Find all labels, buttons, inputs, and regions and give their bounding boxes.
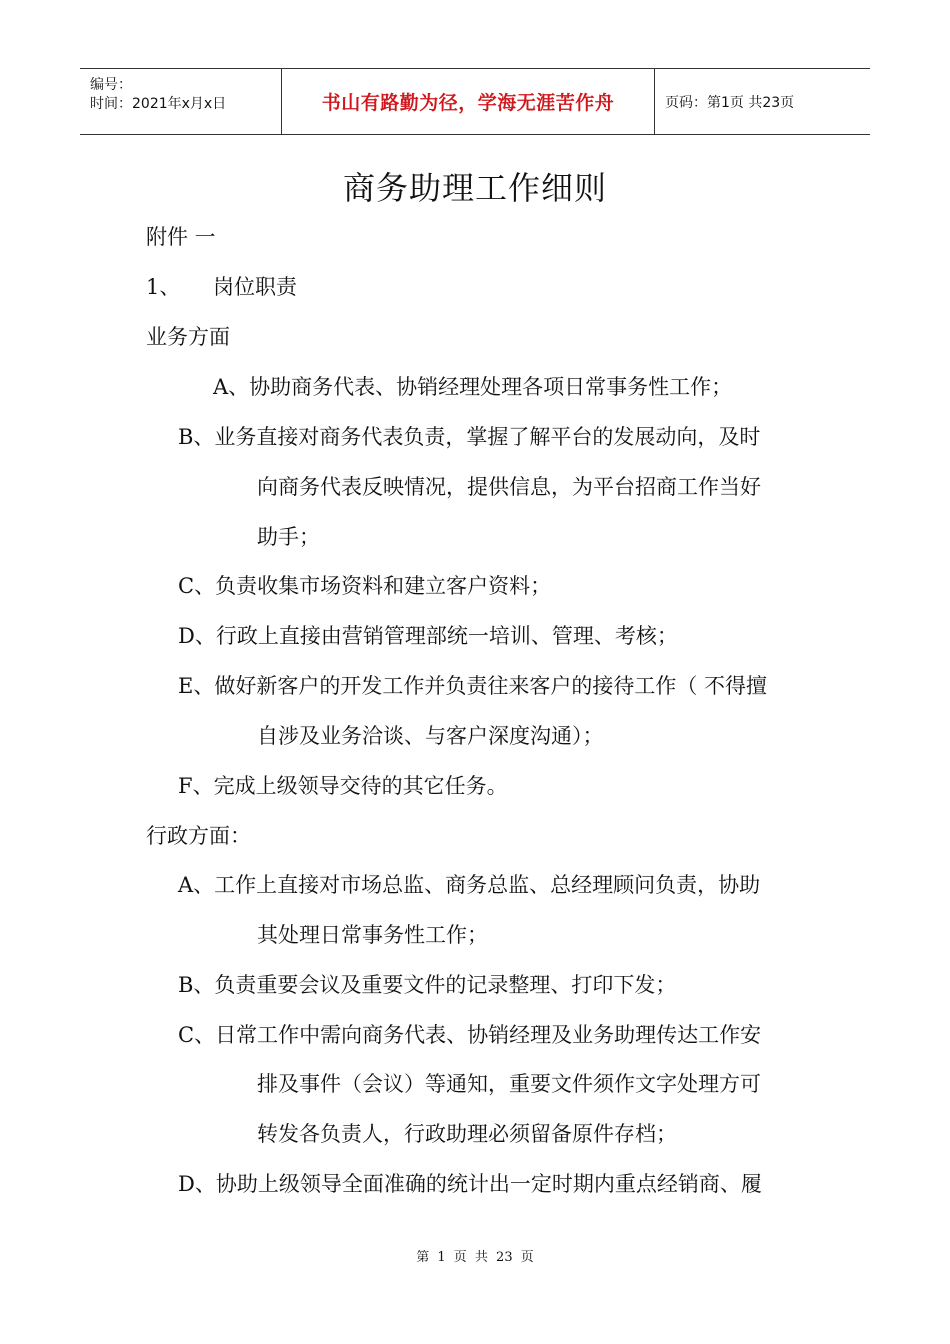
section-number: 1、 [146,275,181,299]
business-item-b-line1: B、业务直接对商务代表负责，掌握了解平台的发展动向，及时 [178,425,761,449]
business-item-c: C、负责收集市场资料和建立客户资料； [178,574,552,598]
section-title: 岗位职责 [213,275,297,299]
header-table [80,68,870,135]
business-heading: 业务方面 [146,325,230,349]
annex-label: 附件 一 [146,225,216,249]
admin-item-a-line1: A、工作上直接对市场总监、商务总监、总经理顾问负责，协助 [178,873,761,897]
header-left-cell [80,69,282,134]
admin-item-b: B、负责重要会议及重要文件的记录整理、打印下发； [178,973,677,997]
admin-item-d-line1: D、协助上级领导全面准确的统计出一定时期内重点经销商、履 [178,1172,762,1196]
header-middle-cell [282,69,655,134]
admin-heading: 行政方面： [146,824,251,848]
page-footer: 第 1 页 共 23 页 [416,1250,534,1265]
business-item-a: A、协助商务代表、协销经理处理各项日常事务性工作； [213,375,733,399]
admin-item-a-line2: 其处理日常事务性工作； [257,923,488,947]
business-item-e-line1: E、做好新客户的开发工作并负责往来客户的接待工作（ 不得擅 [178,674,768,698]
business-item-b-line3: 助手； [257,525,320,549]
business-item-e-line2: 自涉及业务洽谈、与客户深度沟通）； [257,724,604,748]
admin-item-c-line3: 转发各负责人，行政助理必须留备原件存档； [257,1122,677,1146]
admin-item-c-line2: 排及事件（会议）等通知，重要文件须作文字处理方可 [257,1072,761,1096]
business-item-b-line2: 向商务代表反映情况，提供信息，为平台招商工作当好 [257,475,761,499]
admin-item-c-line1: C、日常工作中需向商务代表、协销经理及业务助理传达工作安 [178,1023,762,1047]
business-item-d: D、行政上直接由营销管理部统一培训、管理、考核； [178,624,678,648]
page-info: 页码：第1页 共23页 [665,94,795,111]
document-title: 商务助理工作细则 [342,169,607,207]
motto-text: 书山有路勤为径，学海无涯苦作舟 [321,92,615,114]
serial-label: 编号： [90,77,132,93]
header-right-cell [655,69,870,134]
time-label: 时间：2021年x月x日 [90,96,227,112]
business-item-f: F、完成上级领导交待的其它任务。 [178,774,508,798]
